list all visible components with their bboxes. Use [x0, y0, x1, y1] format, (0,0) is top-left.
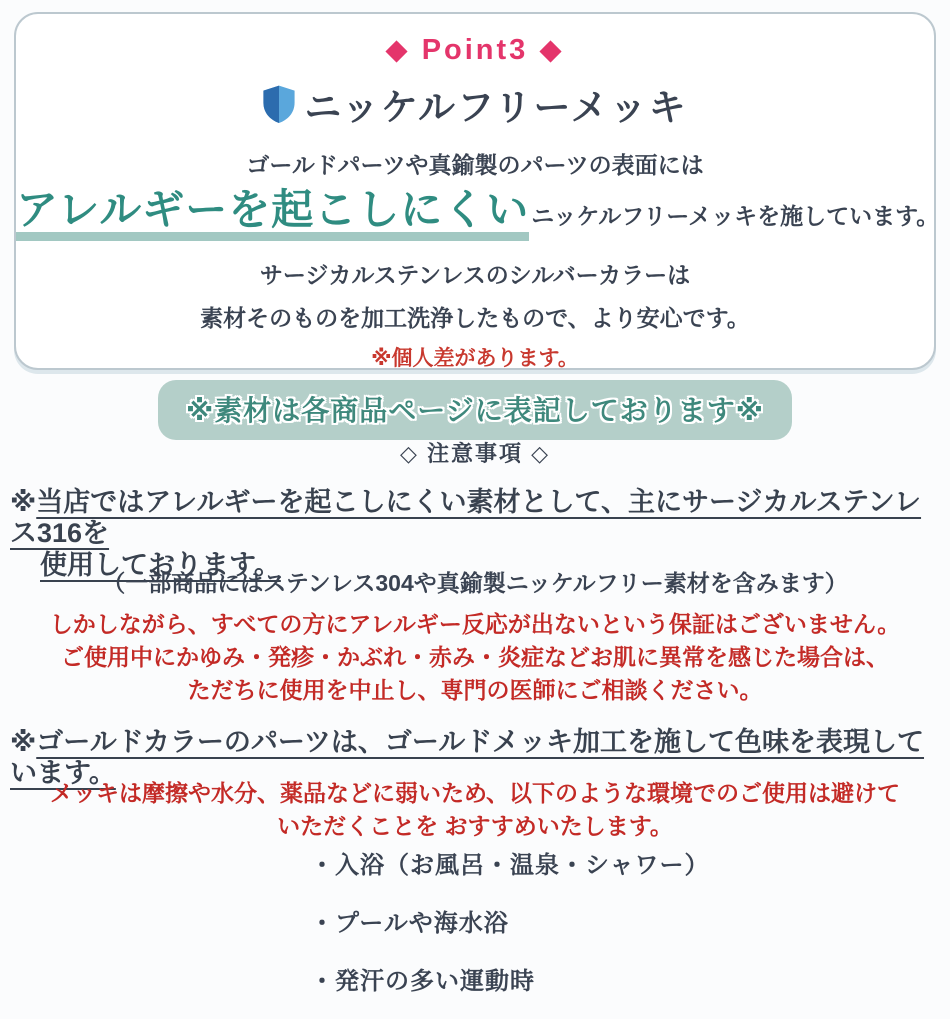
note-stainless304-sub: （一部商品にはステンレス304や真鍮製ニッケルフリー素材を含みます）	[102, 570, 848, 596]
allergy-warning-text	[0, 610, 950, 709]
panel-text-line2: サージカルステンレスのシルバーカラーは	[259, 262, 691, 289]
plating-care-warning-line2: いただくことを おすすめいたします。	[277, 813, 673, 840]
panel-title-row	[16, 77, 934, 131]
note-marker: ※	[10, 487, 37, 517]
note-marker: ※	[10, 727, 37, 757]
list-item-bathing: ・入浴（お風呂・温泉・シャワー）	[310, 852, 710, 879]
panel-text-line3: 素材そのものを加工洗浄したもので、より安心です。	[200, 305, 750, 332]
point3-panel	[14, 12, 940, 427]
list-item-exercise: ・発汗の多い運動時	[310, 968, 535, 995]
allergy-warning-line1: しかしながら、すべての方にアレルギー反応が出ないという保証はございません。	[49, 611, 901, 637]
allergy-highlight-text: アレルギーを起こしにくい	[16, 188, 529, 241]
note-gold-plating-text1: ゴールドカラーのパーツは、ゴールドメッキ加工を施して色味を表現しています。	[10, 727, 925, 789]
allergy-warning-line3: ただちに使用を中止し、専門の医師にご相談ください。	[187, 677, 763, 704]
note-stainless316-text2: 使用しております。	[40, 549, 281, 580]
allergy-highlight-row	[16, 186, 940, 241]
point3-badge: ◆ Point3 ◆	[385, 34, 565, 66]
note-stainless316-line1	[10, 487, 940, 550]
plating-care-warning-text	[0, 779, 950, 845]
list-item-pool: ・プールや海水浴	[310, 910, 509, 937]
allergy-warning-line2: ご使用中にかゆみ・発疹・かぶれ・赤み・炎症などお肌に異常を感じた場合は、	[61, 644, 889, 671]
material-note-pill: ※素材は各商品ページに表記しております※	[158, 380, 792, 440]
notes-heading: ◇ 注意事項 ◇	[399, 441, 551, 466]
allergy-highlight-suffix: ニッケルフリーメッキを施しています。	[531, 203, 940, 229]
panel-text-line1: ゴールドパーツや真鍮製のパーツの表面には	[246, 152, 704, 178]
avoid-environment-list	[310, 845, 710, 1019]
panel-title: ニッケルフリーメッキ	[304, 87, 688, 128]
individual-difference-note: ※個人差があります。	[371, 347, 579, 371]
shield-icon	[262, 84, 296, 124]
note-stainless316-text1: 当店ではアレルギーを起こしにくい素材として、主にサージカルステンレス316を	[10, 487, 922, 549]
plating-care-warning-line1: メッキは摩擦や水分、薬品などに弱いため、以下のような環境でのご使用は避けて	[49, 780, 901, 806]
